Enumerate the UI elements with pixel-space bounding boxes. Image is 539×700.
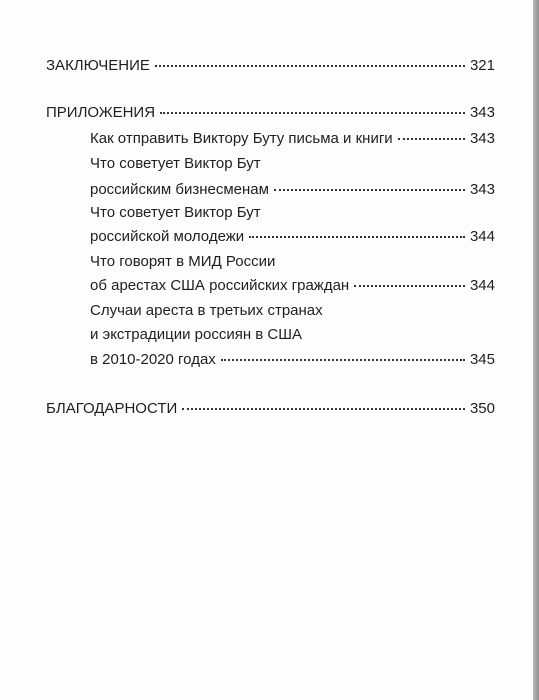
dot-leader — [354, 285, 465, 287]
toc-page-number: 344 — [469, 277, 495, 294]
toc-entry-acknowledgements — [46, 400, 495, 418]
toc-subentry-line: Что говорят в МИД России — [90, 253, 276, 270]
dot-leader — [221, 359, 465, 361]
toc-entry-label: БЛАГОДАРНОСТИ — [46, 400, 178, 417]
toc-subentry-line: и экстрадиции россиян в США — [90, 326, 302, 343]
toc-page-number: 343 — [469, 130, 495, 147]
toc-page-number: 321 — [469, 57, 495, 74]
toc-subentry-line: Случаи ареста в третьих странах — [90, 302, 323, 319]
toc-subentry-line: Что советует Виктор Бут — [90, 204, 261, 221]
dot-leader — [160, 112, 465, 114]
dot-leader — [398, 138, 465, 140]
toc-subentry-line: российской молодежи — [90, 228, 245, 245]
toc-subentry-line: Что советует Виктор Бут — [90, 155, 261, 172]
toc-page-number: 343 — [469, 104, 495, 121]
toc-subentry — [90, 130, 495, 148]
toc-subentry-line: Как отправить Виктору Буту письма и книги — [90, 130, 393, 147]
toc-page-number: 350 — [469, 400, 495, 417]
toc-subentry-line: в 2010-2020 годах — [90, 351, 216, 368]
dot-leader — [155, 65, 465, 67]
toc-entry-conclusion — [46, 57, 495, 75]
page-edge-shadow — [533, 0, 539, 700]
toc-page-number: 345 — [469, 351, 495, 368]
toc-subentry — [90, 253, 495, 295]
toc-subentry — [90, 155, 495, 199]
toc-entry-appendices — [46, 104, 495, 122]
toc-page-number: 344 — [469, 228, 495, 245]
toc-subentry-line: об арестах США российских граждан — [90, 277, 350, 294]
toc-subentry — [90, 302, 495, 369]
toc-subentry — [90, 204, 495, 246]
dot-leader — [249, 236, 465, 238]
dot-leader — [274, 189, 465, 191]
toc-entry-label: ЗАКЛЮЧЕНИЕ — [46, 57, 150, 74]
toc-subentry-line: российским бизнесменам — [90, 181, 269, 198]
toc-page-number: 343 — [469, 181, 495, 198]
dot-leader — [182, 408, 465, 410]
toc-entry-label: ПРИЛОЖЕНИЯ — [46, 104, 156, 121]
